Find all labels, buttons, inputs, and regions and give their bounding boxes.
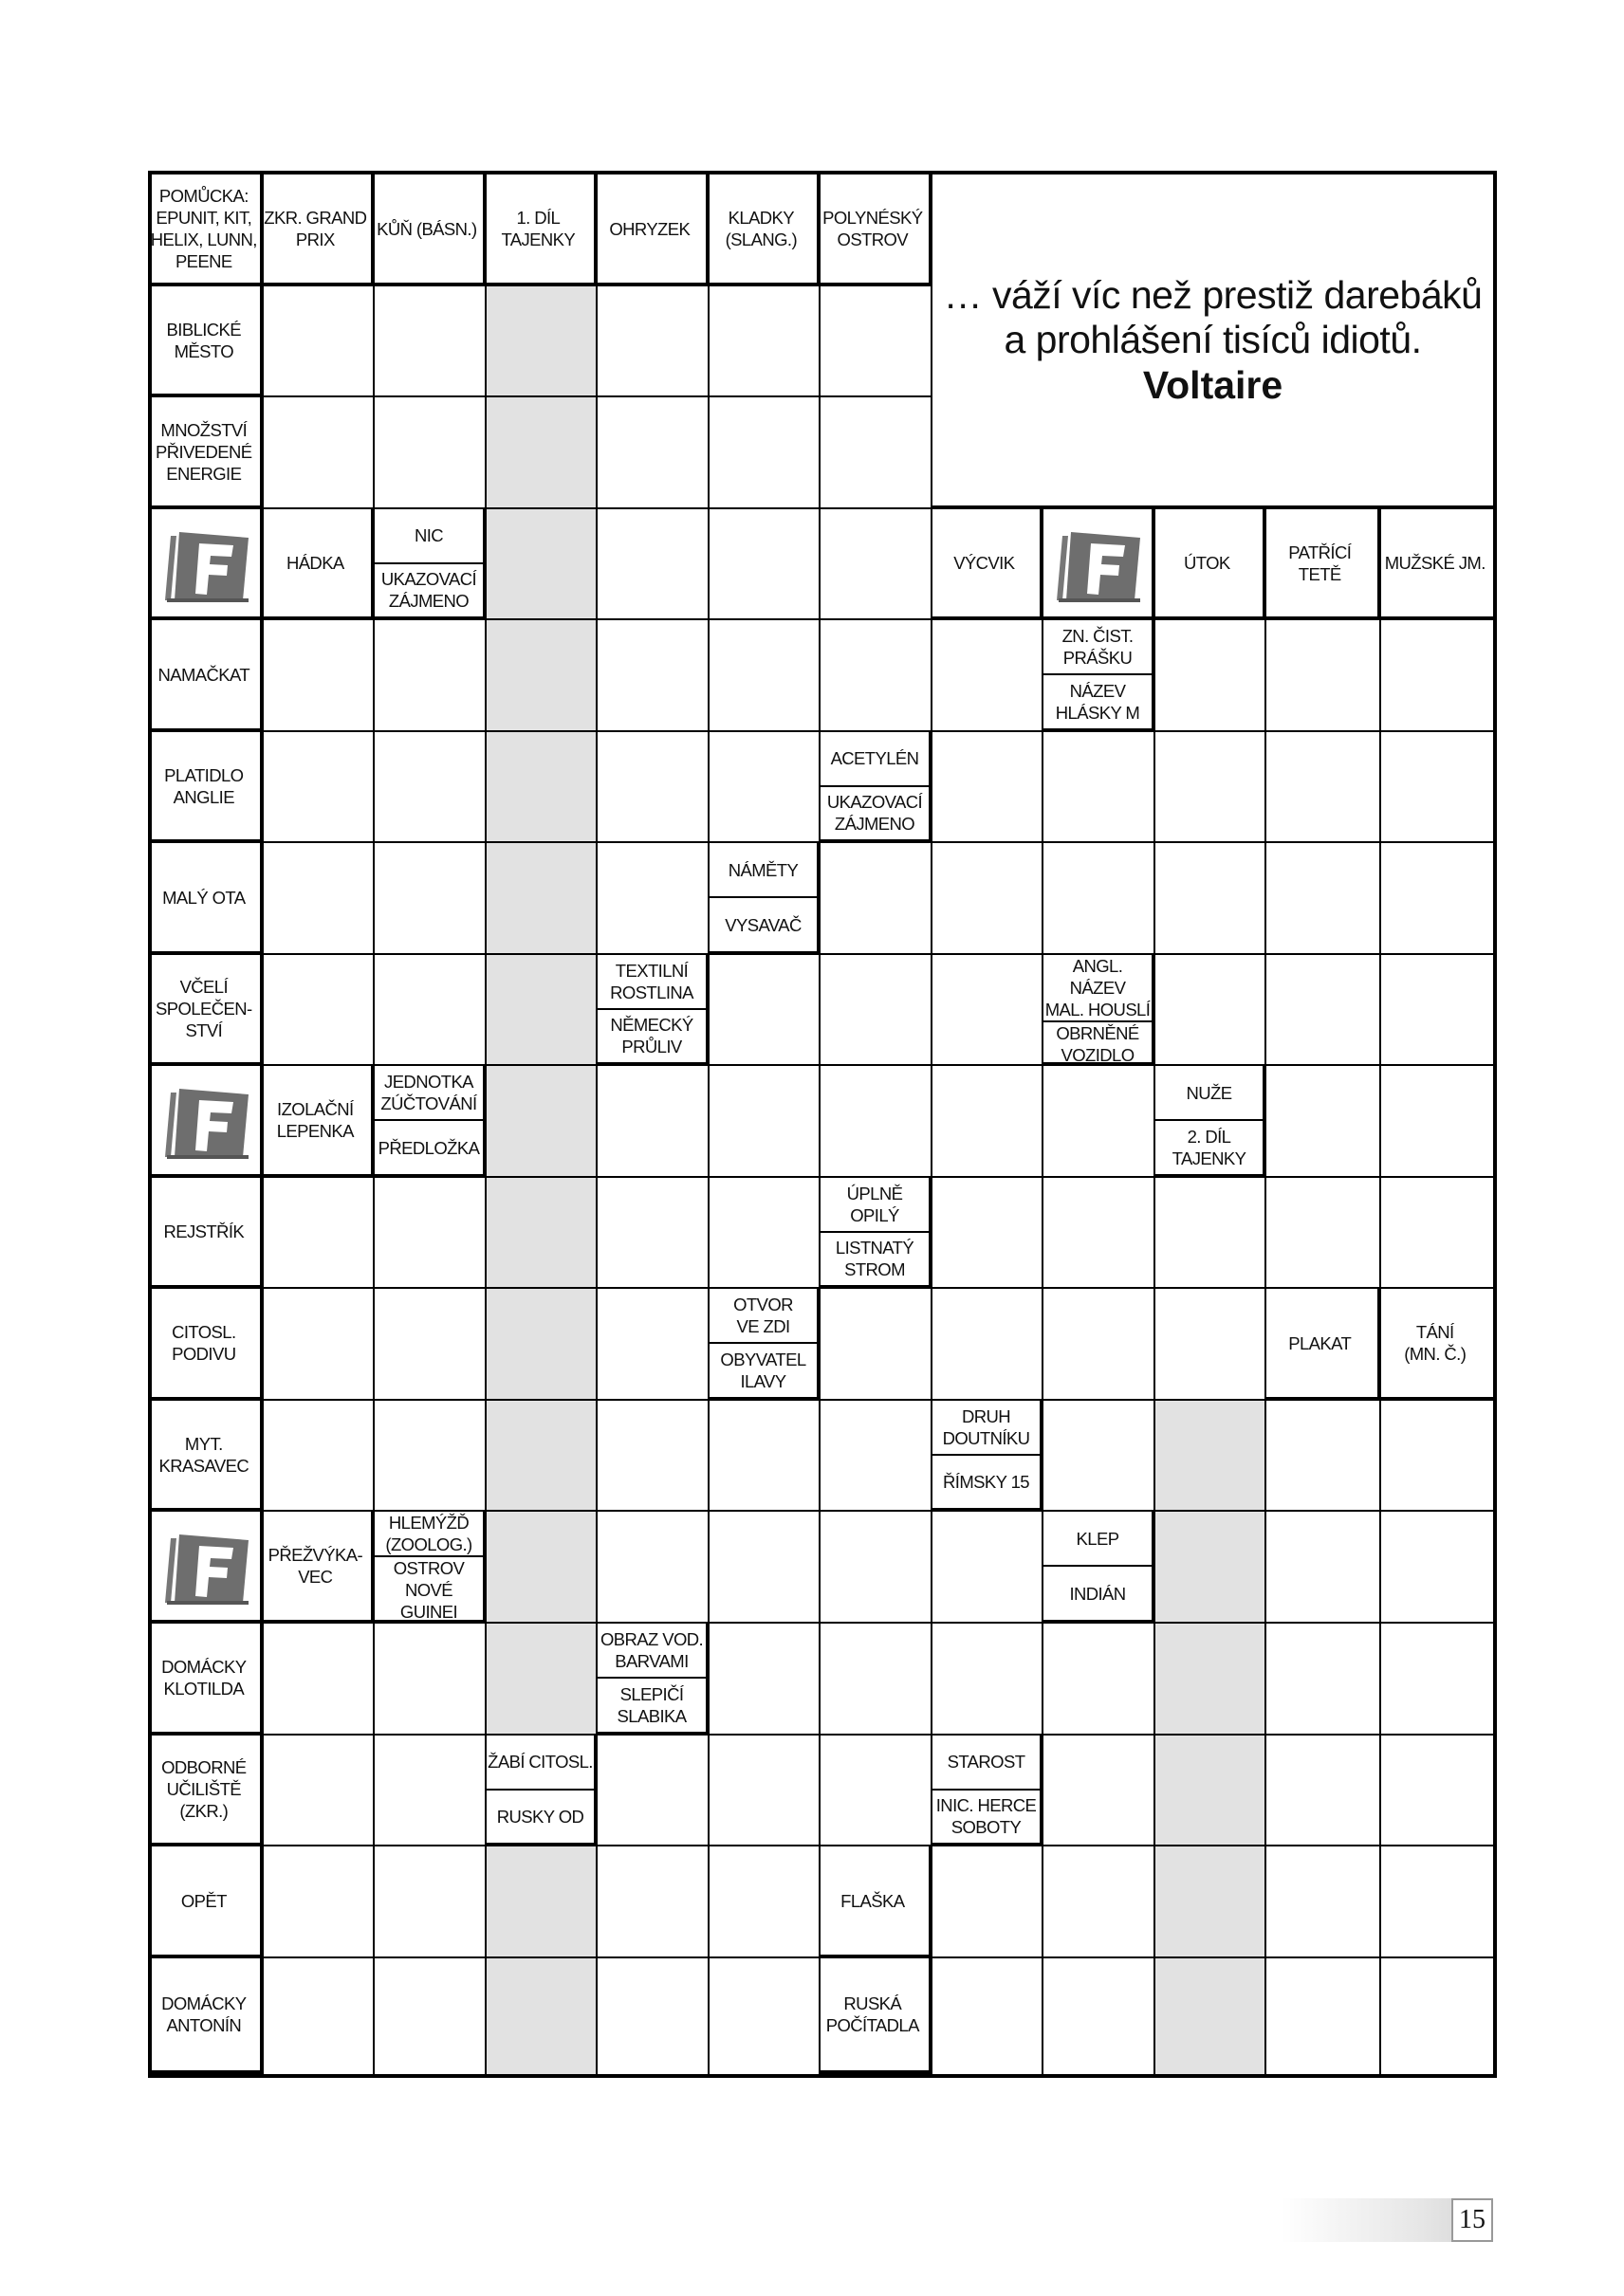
split-clue-cell bbox=[932, 1736, 1043, 1846]
answer-cell[interactable] bbox=[264, 1178, 375, 1289]
answer-cell[interactable] bbox=[710, 1401, 821, 1512]
clue-text-top: OBRAZ VOD. BARVAMI bbox=[598, 1624, 706, 1679]
clue-text: ÚTOK bbox=[1183, 553, 1230, 573]
answer-cell[interactable] bbox=[487, 1289, 598, 1401]
clue-text-top: HLEMÝŽĎ (ZOOLOG.) bbox=[375, 1512, 483, 1557]
answer-cell[interactable] bbox=[932, 955, 1043, 1066]
split-clue-cell bbox=[821, 1178, 932, 1289]
clue-text-bottom: NÁZEV HLÁSKY M bbox=[1055, 681, 1140, 723]
answer-cell[interactable] bbox=[710, 1066, 821, 1178]
answer-cell[interactable] bbox=[1266, 1846, 1381, 1958]
clue-cell bbox=[821, 1846, 932, 1958]
answer-cell[interactable] bbox=[710, 1512, 821, 1624]
clue-text-top: NUŽE bbox=[1155, 1066, 1263, 1121]
clue-cell bbox=[1381, 509, 1493, 620]
clue-text-bottom: UKAZOVACÍ ZÁJMENO bbox=[380, 569, 477, 612]
clue-text: OPĚT bbox=[180, 1890, 227, 1911]
quote-line-2: a prohlášení tisíců idiotů. bbox=[1004, 317, 1422, 361]
answer-cell[interactable] bbox=[821, 1289, 932, 1401]
answer-cell[interactable] bbox=[821, 286, 932, 397]
answer-cell[interactable] bbox=[264, 732, 375, 843]
answer-cell[interactable] bbox=[487, 1958, 598, 2074]
answer-cell[interactable] bbox=[1266, 1401, 1381, 1512]
answer-cell[interactable] bbox=[1266, 1624, 1381, 1736]
split-clue-cell bbox=[821, 732, 932, 843]
answer-cell[interactable] bbox=[1043, 732, 1155, 843]
clue-text-top: ŽABÍ CITOSL. bbox=[487, 1736, 594, 1791]
split-clue-cell bbox=[1043, 620, 1155, 732]
logo-cell bbox=[152, 509, 264, 620]
answer-cell[interactable] bbox=[1266, 843, 1381, 955]
clue-text: OHRYZEK bbox=[609, 218, 691, 239]
clue-text: PLATIDLO ANGLIE bbox=[164, 764, 244, 807]
answer-cell[interactable] bbox=[1043, 1736, 1155, 1846]
clue-cell bbox=[152, 286, 264, 397]
split-clue-cell bbox=[710, 1289, 821, 1401]
clue-cell bbox=[152, 174, 264, 286]
answer-cell[interactable] bbox=[1266, 1512, 1381, 1624]
clue-text: TÁNÍ (MN. Č.) bbox=[1404, 1322, 1467, 1364]
clue-cell bbox=[1155, 509, 1266, 620]
split-clue-cell bbox=[487, 1736, 598, 1846]
clue-cell bbox=[598, 174, 710, 286]
answer-cell[interactable] bbox=[1043, 1846, 1155, 1958]
answer-cell[interactable] bbox=[264, 1846, 375, 1958]
split-clue-cell bbox=[1043, 1512, 1155, 1624]
clue-cell bbox=[487, 174, 598, 286]
answer-cell[interactable] bbox=[375, 397, 487, 509]
clue-text-bottom: UKAZOVACÍ ZÁJMENO bbox=[826, 792, 923, 835]
answer-cell[interactable] bbox=[1155, 1512, 1266, 1624]
page-number: 15 bbox=[1451, 2198, 1493, 2242]
answer-cell[interactable] bbox=[375, 955, 487, 1066]
answer-cell[interactable] bbox=[375, 843, 487, 955]
answer-cell[interactable] bbox=[375, 1958, 487, 2074]
answer-cell[interactable] bbox=[264, 843, 375, 955]
answer-cell[interactable] bbox=[264, 397, 375, 509]
answer-cell[interactable] bbox=[710, 1736, 821, 1846]
clue-text-bottom: 2. DÍL TAJENKY bbox=[1172, 1127, 1246, 1168]
answer-cell[interactable] bbox=[487, 397, 598, 509]
answer-cell[interactable] bbox=[598, 1066, 710, 1178]
clue-text-bottom: OBRNĚNÉ VOZIDLO bbox=[1056, 1023, 1139, 1065]
clue-cell bbox=[152, 1178, 264, 1289]
answer-cell[interactable] bbox=[598, 1512, 710, 1624]
answer-cell[interactable] bbox=[1266, 1736, 1381, 1846]
clue-text: 1. DÍL TAJENKY bbox=[501, 208, 576, 249]
answer-cell[interactable] bbox=[1381, 1846, 1493, 1958]
answer-cell[interactable] bbox=[710, 1178, 821, 1289]
clue-cell bbox=[821, 1958, 932, 2074]
clue-cell bbox=[264, 1066, 375, 1178]
answer-cell[interactable] bbox=[932, 1066, 1043, 1178]
split-clue-cell bbox=[1043, 955, 1155, 1066]
f-logo-icon bbox=[161, 528, 252, 602]
answer-cell[interactable] bbox=[1155, 1178, 1266, 1289]
answer-cell[interactable] bbox=[375, 1846, 487, 1958]
answer-cell[interactable] bbox=[598, 732, 710, 843]
clue-cell bbox=[264, 174, 375, 286]
answer-cell[interactable] bbox=[487, 286, 598, 397]
answer-cell[interactable] bbox=[1155, 1958, 1266, 2074]
split-clue-cell bbox=[598, 955, 710, 1066]
answer-cell[interactable] bbox=[932, 1512, 1043, 1624]
clue-cell bbox=[264, 1512, 375, 1624]
answer-cell[interactable] bbox=[932, 732, 1043, 843]
answer-cell[interactable] bbox=[821, 1512, 932, 1624]
answer-cell[interactable] bbox=[710, 1958, 821, 2074]
clue-cell bbox=[710, 174, 821, 286]
split-clue-cell bbox=[375, 1066, 487, 1178]
clue-cell bbox=[1381, 1289, 1493, 1401]
clue-text-top: STAROST bbox=[932, 1736, 1040, 1791]
answer-cell[interactable] bbox=[598, 1401, 710, 1512]
answer-cell[interactable] bbox=[1266, 732, 1381, 843]
answer-cell[interactable] bbox=[598, 620, 710, 732]
answer-cell[interactable] bbox=[1043, 843, 1155, 955]
answer-cell[interactable] bbox=[821, 1066, 932, 1178]
answer-cell[interactable] bbox=[487, 955, 598, 1066]
answer-cell[interactable] bbox=[264, 1289, 375, 1401]
answer-cell[interactable] bbox=[487, 1512, 598, 1624]
answer-cell[interactable] bbox=[264, 955, 375, 1066]
quote-author: Voltaire bbox=[1142, 362, 1283, 407]
clue-text: RUSKÁ POČÍTADLA bbox=[825, 1993, 919, 2035]
answer-cell[interactable] bbox=[1266, 1178, 1381, 1289]
clue-text: BIBLICKÉ MĚSTO bbox=[166, 319, 242, 361]
answer-cell[interactable] bbox=[598, 843, 710, 955]
clue-text-top: NÁMĚTY bbox=[710, 843, 817, 898]
crossword-grid bbox=[148, 171, 1497, 2078]
clue-text: CITOSL. PODIVU bbox=[172, 1322, 236, 1364]
clue-text-bottom: SLEPIČÍ SLABIKA bbox=[617, 1684, 687, 1726]
answer-cell[interactable] bbox=[264, 1958, 375, 2074]
clue-text-top: ÚPLNĚ OPILÝ bbox=[821, 1178, 929, 1233]
answer-cell[interactable] bbox=[598, 1958, 710, 2074]
clue-text-bottom: NĚMECKÝ PRŮLIV bbox=[610, 1015, 693, 1057]
clue-cell bbox=[152, 732, 264, 843]
clue-cell bbox=[264, 509, 375, 620]
logo-cell bbox=[152, 1512, 264, 1624]
clue-text: POLYNÉSKÝ OSTROV bbox=[822, 208, 923, 249]
answer-cell[interactable] bbox=[375, 286, 487, 397]
answer-cell[interactable] bbox=[821, 843, 932, 955]
clue-text-top: ACETYLÉN bbox=[821, 732, 929, 787]
answer-cell[interactable] bbox=[375, 1289, 487, 1401]
answer-cell[interactable] bbox=[1381, 1178, 1493, 1289]
clue-cell bbox=[152, 620, 264, 732]
answer-cell[interactable] bbox=[1155, 843, 1266, 955]
answer-cell[interactable] bbox=[1155, 1624, 1266, 1736]
clue-text: VČELÍ SPOLEČEN- STVÍ bbox=[156, 977, 252, 1040]
clue-text-top: OTVOR VE ZDI bbox=[710, 1289, 817, 1344]
answer-cell[interactable] bbox=[821, 397, 932, 509]
clue-text: MUŽSKÉ JM. bbox=[1384, 553, 1486, 573]
answer-cell[interactable] bbox=[1381, 620, 1493, 732]
answer-cell[interactable] bbox=[598, 397, 710, 509]
clue-text: MNOŽSTVÍ PŘIVEDENÉ ENERGIE bbox=[156, 419, 252, 484]
answer-cell[interactable] bbox=[487, 1846, 598, 1958]
answer-cell[interactable] bbox=[375, 1401, 487, 1512]
f-logo-icon bbox=[161, 1085, 252, 1159]
clue-cell bbox=[152, 397, 264, 509]
clue-text-bottom: PŘEDLOŽKA bbox=[378, 1137, 480, 1158]
logo-cell bbox=[152, 1066, 264, 1178]
answer-cell[interactable] bbox=[264, 1401, 375, 1512]
answer-cell[interactable] bbox=[1155, 1736, 1266, 1846]
answer-cell[interactable] bbox=[710, 1624, 821, 1736]
answer-cell[interactable] bbox=[1381, 1736, 1493, 1846]
answer-cell[interactable] bbox=[932, 843, 1043, 955]
clue-text: KŮŇ (BÁSN.) bbox=[377, 218, 477, 239]
clue-text: PLAKAT bbox=[1288, 1332, 1352, 1353]
answer-cell[interactable] bbox=[375, 1178, 487, 1289]
answer-cell[interactable] bbox=[1381, 1512, 1493, 1624]
answer-cell[interactable] bbox=[1043, 1624, 1155, 1736]
answer-cell[interactable] bbox=[1043, 1401, 1155, 1512]
split-clue-cell bbox=[1155, 1066, 1266, 1178]
answer-cell[interactable] bbox=[1266, 620, 1381, 732]
answer-cell[interactable] bbox=[710, 1846, 821, 1958]
answer-cell[interactable] bbox=[598, 1178, 710, 1289]
answer-cell[interactable] bbox=[1381, 1401, 1493, 1512]
answer-cell[interactable] bbox=[264, 1624, 375, 1736]
clue-text: MALÝ OTA bbox=[162, 887, 246, 908]
clue-text-bottom: ŘÍMSKY 15 bbox=[943, 1471, 1029, 1492]
answer-cell[interactable] bbox=[487, 732, 598, 843]
clue-cell bbox=[152, 955, 264, 1066]
answer-cell[interactable] bbox=[821, 1624, 932, 1736]
answer-cell[interactable] bbox=[710, 509, 821, 620]
answer-cell[interactable] bbox=[1381, 1624, 1493, 1736]
answer-cell[interactable] bbox=[1043, 1178, 1155, 1289]
answer-cell[interactable] bbox=[1381, 1958, 1493, 2074]
clue-text: DOMÁCKY KLOTILDA bbox=[161, 1657, 247, 1699]
split-clue-cell bbox=[598, 1624, 710, 1736]
clue-text-bottom: OSTROV NOVÉ GUINEI bbox=[393, 1558, 465, 1622]
answer-cell[interactable] bbox=[487, 1624, 598, 1736]
answer-cell[interactable] bbox=[710, 732, 821, 843]
clue-text: POMŮCKA: EPUNIT, KIT, HELIX, LUNN, PEENE bbox=[150, 186, 257, 271]
clue-text: PATŘÍCÍ TETĚ bbox=[1288, 542, 1352, 584]
clue-cell bbox=[152, 843, 264, 955]
clue-text-top: ANGL. NÁZEV MAL. HOUSLÍ bbox=[1043, 955, 1152, 1022]
answer-cell[interactable] bbox=[598, 1289, 710, 1401]
answer-cell[interactable] bbox=[932, 1178, 1043, 1289]
answer-cell[interactable] bbox=[1043, 1066, 1155, 1178]
clue-cell bbox=[152, 1736, 264, 1846]
clue-text: NAMAČKAT bbox=[157, 664, 250, 685]
clue-text: FLAŠKA bbox=[840, 1890, 905, 1911]
clue-cell bbox=[152, 1401, 264, 1512]
answer-cell[interactable] bbox=[1381, 955, 1493, 1066]
clue-text: KLADKY (SLANG.) bbox=[725, 208, 798, 249]
clue-text-bottom: OBYVATEL ILAVY bbox=[720, 1350, 806, 1391]
answer-cell[interactable] bbox=[1381, 843, 1493, 955]
answer-cell[interactable] bbox=[932, 1958, 1043, 2074]
answer-cell[interactable] bbox=[1043, 1958, 1155, 2074]
answer-cell[interactable] bbox=[1155, 620, 1266, 732]
clue-text-top: DRUH DOUTNÍKU bbox=[932, 1401, 1040, 1456]
answer-cell[interactable] bbox=[710, 397, 821, 509]
answer-cell[interactable] bbox=[1155, 955, 1266, 1066]
answer-cell[interactable] bbox=[1155, 1289, 1266, 1401]
answer-cell[interactable] bbox=[1266, 955, 1381, 1066]
clue-text: IZOLAČNÍ LEPENKA bbox=[276, 1099, 354, 1141]
answer-cell[interactable] bbox=[932, 620, 1043, 732]
answer-cell[interactable] bbox=[710, 286, 821, 397]
answer-cell[interactable] bbox=[598, 1736, 710, 1846]
split-clue-cell bbox=[375, 1512, 487, 1624]
split-clue-cell bbox=[710, 843, 821, 955]
answer-cell[interactable] bbox=[487, 620, 598, 732]
answer-cell[interactable] bbox=[1155, 732, 1266, 843]
answer-cell[interactable] bbox=[487, 1178, 598, 1289]
clue-text: MYT. KRASAVEC bbox=[158, 1433, 249, 1476]
clue-cell bbox=[821, 174, 932, 286]
answer-cell[interactable] bbox=[1043, 1289, 1155, 1401]
quote-line-1: … váží víc než prestiž darebáků bbox=[943, 272, 1483, 317]
clue-cell bbox=[152, 1846, 264, 1958]
clue-text: PŘEŽVÝKA- VEC bbox=[268, 1545, 363, 1587]
answer-cell[interactable] bbox=[375, 1624, 487, 1736]
answer-cell[interactable] bbox=[932, 1289, 1043, 1401]
answer-cell[interactable] bbox=[264, 1736, 375, 1846]
answer-cell[interactable] bbox=[821, 1736, 932, 1846]
clue-text-top: KLEP bbox=[1043, 1512, 1152, 1567]
split-clue-cell bbox=[932, 1401, 1043, 1512]
clue-text-bottom: INIC. HERCE SOBOTY bbox=[935, 1795, 1037, 1838]
answer-cell[interactable] bbox=[487, 1066, 598, 1178]
answer-cell[interactable] bbox=[375, 620, 487, 732]
split-clue-cell bbox=[375, 509, 487, 620]
clue-text-top: TEXTILNÍ ROSTLINA bbox=[598, 955, 706, 1010]
answer-cell[interactable] bbox=[1155, 1401, 1266, 1512]
f-logo-icon bbox=[1053, 528, 1144, 602]
clue-cell bbox=[375, 174, 487, 286]
clue-text: ODBORNÉ UČILIŠTĚ (ZKR.) bbox=[161, 1757, 247, 1821]
answer-cell[interactable] bbox=[1381, 732, 1493, 843]
quote-block bbox=[932, 174, 1493, 509]
answer-cell[interactable] bbox=[598, 286, 710, 397]
clue-cell bbox=[1266, 1289, 1381, 1401]
clue-text-bottom: LISTNATÝ STROM bbox=[835, 1238, 914, 1280]
answer-cell[interactable] bbox=[1381, 1066, 1493, 1178]
clue-cell bbox=[1266, 509, 1381, 620]
clue-text-top: NIC bbox=[375, 509, 483, 564]
clue-text-bottom: RUSKY OD bbox=[496, 1806, 584, 1827]
answer-cell[interactable] bbox=[487, 509, 598, 620]
answer-cell[interactable] bbox=[821, 955, 932, 1066]
clue-text: VÝCVIK bbox=[953, 553, 1015, 573]
clue-cell bbox=[152, 1958, 264, 2074]
clue-text: HÁDKA bbox=[286, 553, 344, 573]
answer-cell[interactable] bbox=[710, 620, 821, 732]
answer-cell[interactable] bbox=[1266, 1066, 1381, 1178]
answer-cell[interactable] bbox=[1266, 1958, 1381, 2074]
answer-cell[interactable] bbox=[598, 1846, 710, 1958]
answer-cell[interactable] bbox=[821, 620, 932, 732]
answer-cell[interactable] bbox=[375, 732, 487, 843]
answer-cell[interactable] bbox=[821, 509, 932, 620]
answer-cell[interactable] bbox=[487, 843, 598, 955]
clue-text-top: ZN. ČIST. PRÁŠKU bbox=[1043, 620, 1152, 675]
answer-cell[interactable] bbox=[932, 1624, 1043, 1736]
clue-cell bbox=[152, 1289, 264, 1401]
answer-cell[interactable] bbox=[710, 955, 821, 1066]
clue-text-bottom: INDIÁN bbox=[1069, 1583, 1126, 1604]
clue-text: ZKR. GRAND PRIX bbox=[264, 208, 367, 249]
clue-cell bbox=[932, 509, 1043, 620]
answer-cell[interactable] bbox=[932, 1846, 1043, 1958]
clue-text-bottom: VYSAVAČ bbox=[725, 914, 802, 935]
answer-cell[interactable] bbox=[487, 1401, 598, 1512]
answer-cell[interactable] bbox=[821, 1401, 932, 1512]
clue-text-top: JEDNOTKA ZÚČTOVÁNÍ bbox=[375, 1066, 483, 1121]
clue-cell bbox=[152, 1624, 264, 1736]
answer-cell[interactable] bbox=[598, 509, 710, 620]
clue-text: REJSTŘÍK bbox=[163, 1221, 245, 1241]
answer-cell[interactable] bbox=[1155, 1846, 1266, 1958]
answer-cell[interactable] bbox=[375, 1736, 487, 1846]
answer-cell[interactable] bbox=[264, 620, 375, 732]
f-logo-icon bbox=[161, 1531, 252, 1605]
logo-cell bbox=[1043, 509, 1155, 620]
answer-cell[interactable] bbox=[264, 286, 375, 397]
clue-text: DOMÁCKY ANTONÍN bbox=[161, 1993, 247, 2035]
